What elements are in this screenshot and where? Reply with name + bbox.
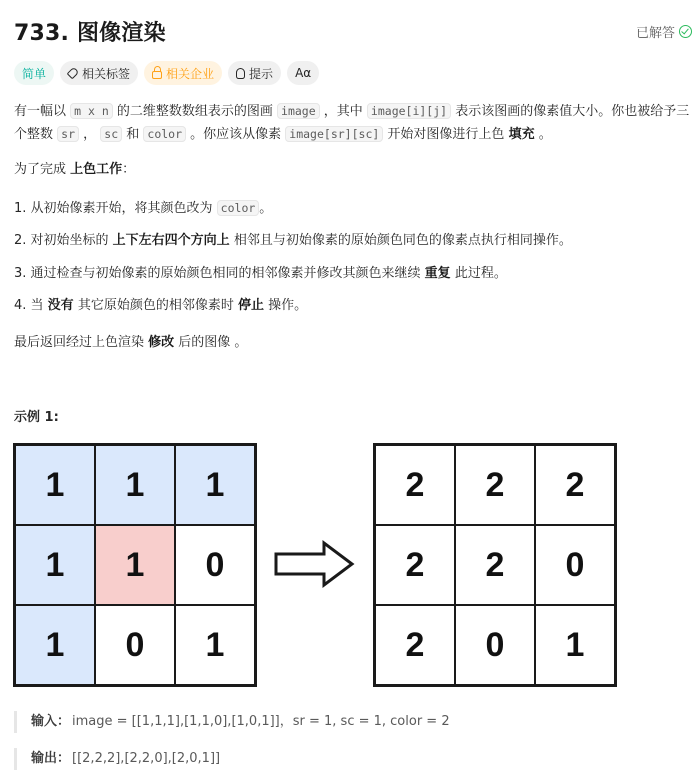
text: 。你应该从像素 [186, 127, 286, 142]
bold-text: 修改 [148, 335, 175, 350]
lightbulb-icon [236, 68, 245, 79]
grid-cell: 2 [535, 445, 615, 525]
difficulty-label: 简单 [22, 66, 47, 81]
bold-text: 填充 [508, 127, 535, 142]
problem-header [14, 14, 692, 48]
grid-cell: 0 [535, 525, 615, 605]
grid-cell: 1 [15, 605, 95, 685]
tag-bar [14, 61, 319, 85]
lock-icon [152, 71, 162, 79]
step-item [14, 294, 307, 317]
tag-icon [67, 67, 80, 80]
output-grid-image [373, 443, 617, 687]
problem-title: 733. 图像渲染 [14, 21, 166, 46]
grid-cell: 2 [455, 445, 535, 525]
text: 的二维整数数组表示的图画 [112, 104, 278, 119]
right-arrow-icon [274, 540, 356, 588]
grid-cell: 1 [535, 605, 615, 685]
description-paragraph [14, 331, 247, 354]
text: ， [79, 127, 101, 142]
input-grid-image [13, 443, 257, 687]
grid-cell: 2 [455, 525, 535, 605]
text: 。 [259, 201, 273, 216]
step-item [14, 197, 272, 220]
inline-code: image[sr][sc] [285, 126, 383, 142]
companies-label: 相关企业 [166, 66, 215, 81]
hint-button[interactable] [228, 61, 281, 85]
grid-cell: 2 [375, 605, 455, 685]
example-input [14, 711, 700, 733]
input-label: 输入： [31, 714, 71, 729]
bold-text: 停止 [237, 298, 264, 313]
step-item [14, 262, 507, 285]
grid-cell: 0 [455, 605, 535, 685]
grid-cell: 1 [175, 605, 255, 685]
text: 其它原始颜色的相邻像素时 [73, 298, 238, 313]
text: 和 [122, 127, 144, 142]
hint-label: 提示 [249, 66, 274, 81]
grid-cell: 2 [375, 525, 455, 605]
font-size-icon: Aα [295, 66, 312, 80]
text: 操作。 [263, 298, 308, 313]
related-topics-button[interactable] [60, 61, 138, 85]
grid-cell: 0 [95, 605, 175, 685]
example-output [14, 748, 700, 770]
text: 有一幅以 [14, 104, 71, 119]
text: 2. 对初始坐标的 [14, 233, 113, 248]
bold-text: 上色工作 [70, 162, 123, 177]
grid-cell: 1 [15, 525, 95, 605]
text: 后的图像 。 [174, 335, 248, 350]
step-item [14, 229, 572, 252]
solved-label: 已解答 [635, 26, 675, 41]
text: 。 [534, 127, 552, 142]
inline-code: sr [57, 126, 79, 142]
text: 表示该图画的像素值大小。你也被给予三个整数 [14, 104, 690, 142]
grid-cell: 0 [175, 525, 255, 605]
text: ： [122, 162, 136, 177]
bold-text: 没有 [47, 298, 74, 313]
check-circle-icon [679, 25, 692, 38]
inline-code: m x n [70, 103, 113, 119]
text: 最后返回经过上色渲染 [14, 335, 149, 350]
text: 4. 当 [14, 298, 48, 313]
text: 相邻且与初始像素的原始颜色同色的像素点执行相同操作。 [229, 233, 572, 248]
description-paragraph [14, 100, 690, 146]
grid-cell: 2 [375, 445, 455, 525]
text: ，其中 [319, 104, 367, 119]
grid-cell: 1 [15, 445, 95, 525]
grid-cell-start: 1 [95, 525, 175, 605]
inline-code: image [277, 103, 320, 119]
bold-text: 重复 [424, 266, 451, 281]
output-value: [[2,2,2],[2,2,0],[2,0,1]] [72, 751, 221, 766]
text: 1. 从初始像素开始，将其颜色改为 [14, 201, 217, 216]
inline-code: color [217, 200, 260, 216]
input-value: image = [[1,1,1],[1,1,0],[1,0,1]]，sr = 1, sc = 1, color = 2 [72, 714, 450, 729]
example-title: 示例 1: [14, 410, 59, 425]
text: 3. 通过检查与初始像素的原始颜色相同的相邻像素并修改其颜色来继续 [14, 266, 425, 281]
grid-cell: 1 [95, 445, 175, 525]
related-topics-label: 相关标签 [82, 66, 131, 81]
inline-code: color [143, 126, 186, 142]
text: 开始对图像进行上色 [383, 127, 509, 142]
bold-text: 上下左右四个方向上 [112, 233, 230, 248]
inline-code: sc [100, 126, 122, 142]
font-size-button[interactable] [287, 61, 319, 85]
description-paragraph [14, 158, 135, 181]
grid-cell: 1 [175, 445, 255, 525]
text: 此过程。 [450, 266, 507, 281]
companies-button[interactable] [144, 61, 222, 85]
inline-code: image[i][j] [367, 103, 451, 119]
solved-status [636, 22, 692, 41]
output-label: 输出： [31, 751, 71, 766]
text: 为了完成 [14, 162, 71, 177]
difficulty-badge[interactable] [14, 61, 54, 85]
